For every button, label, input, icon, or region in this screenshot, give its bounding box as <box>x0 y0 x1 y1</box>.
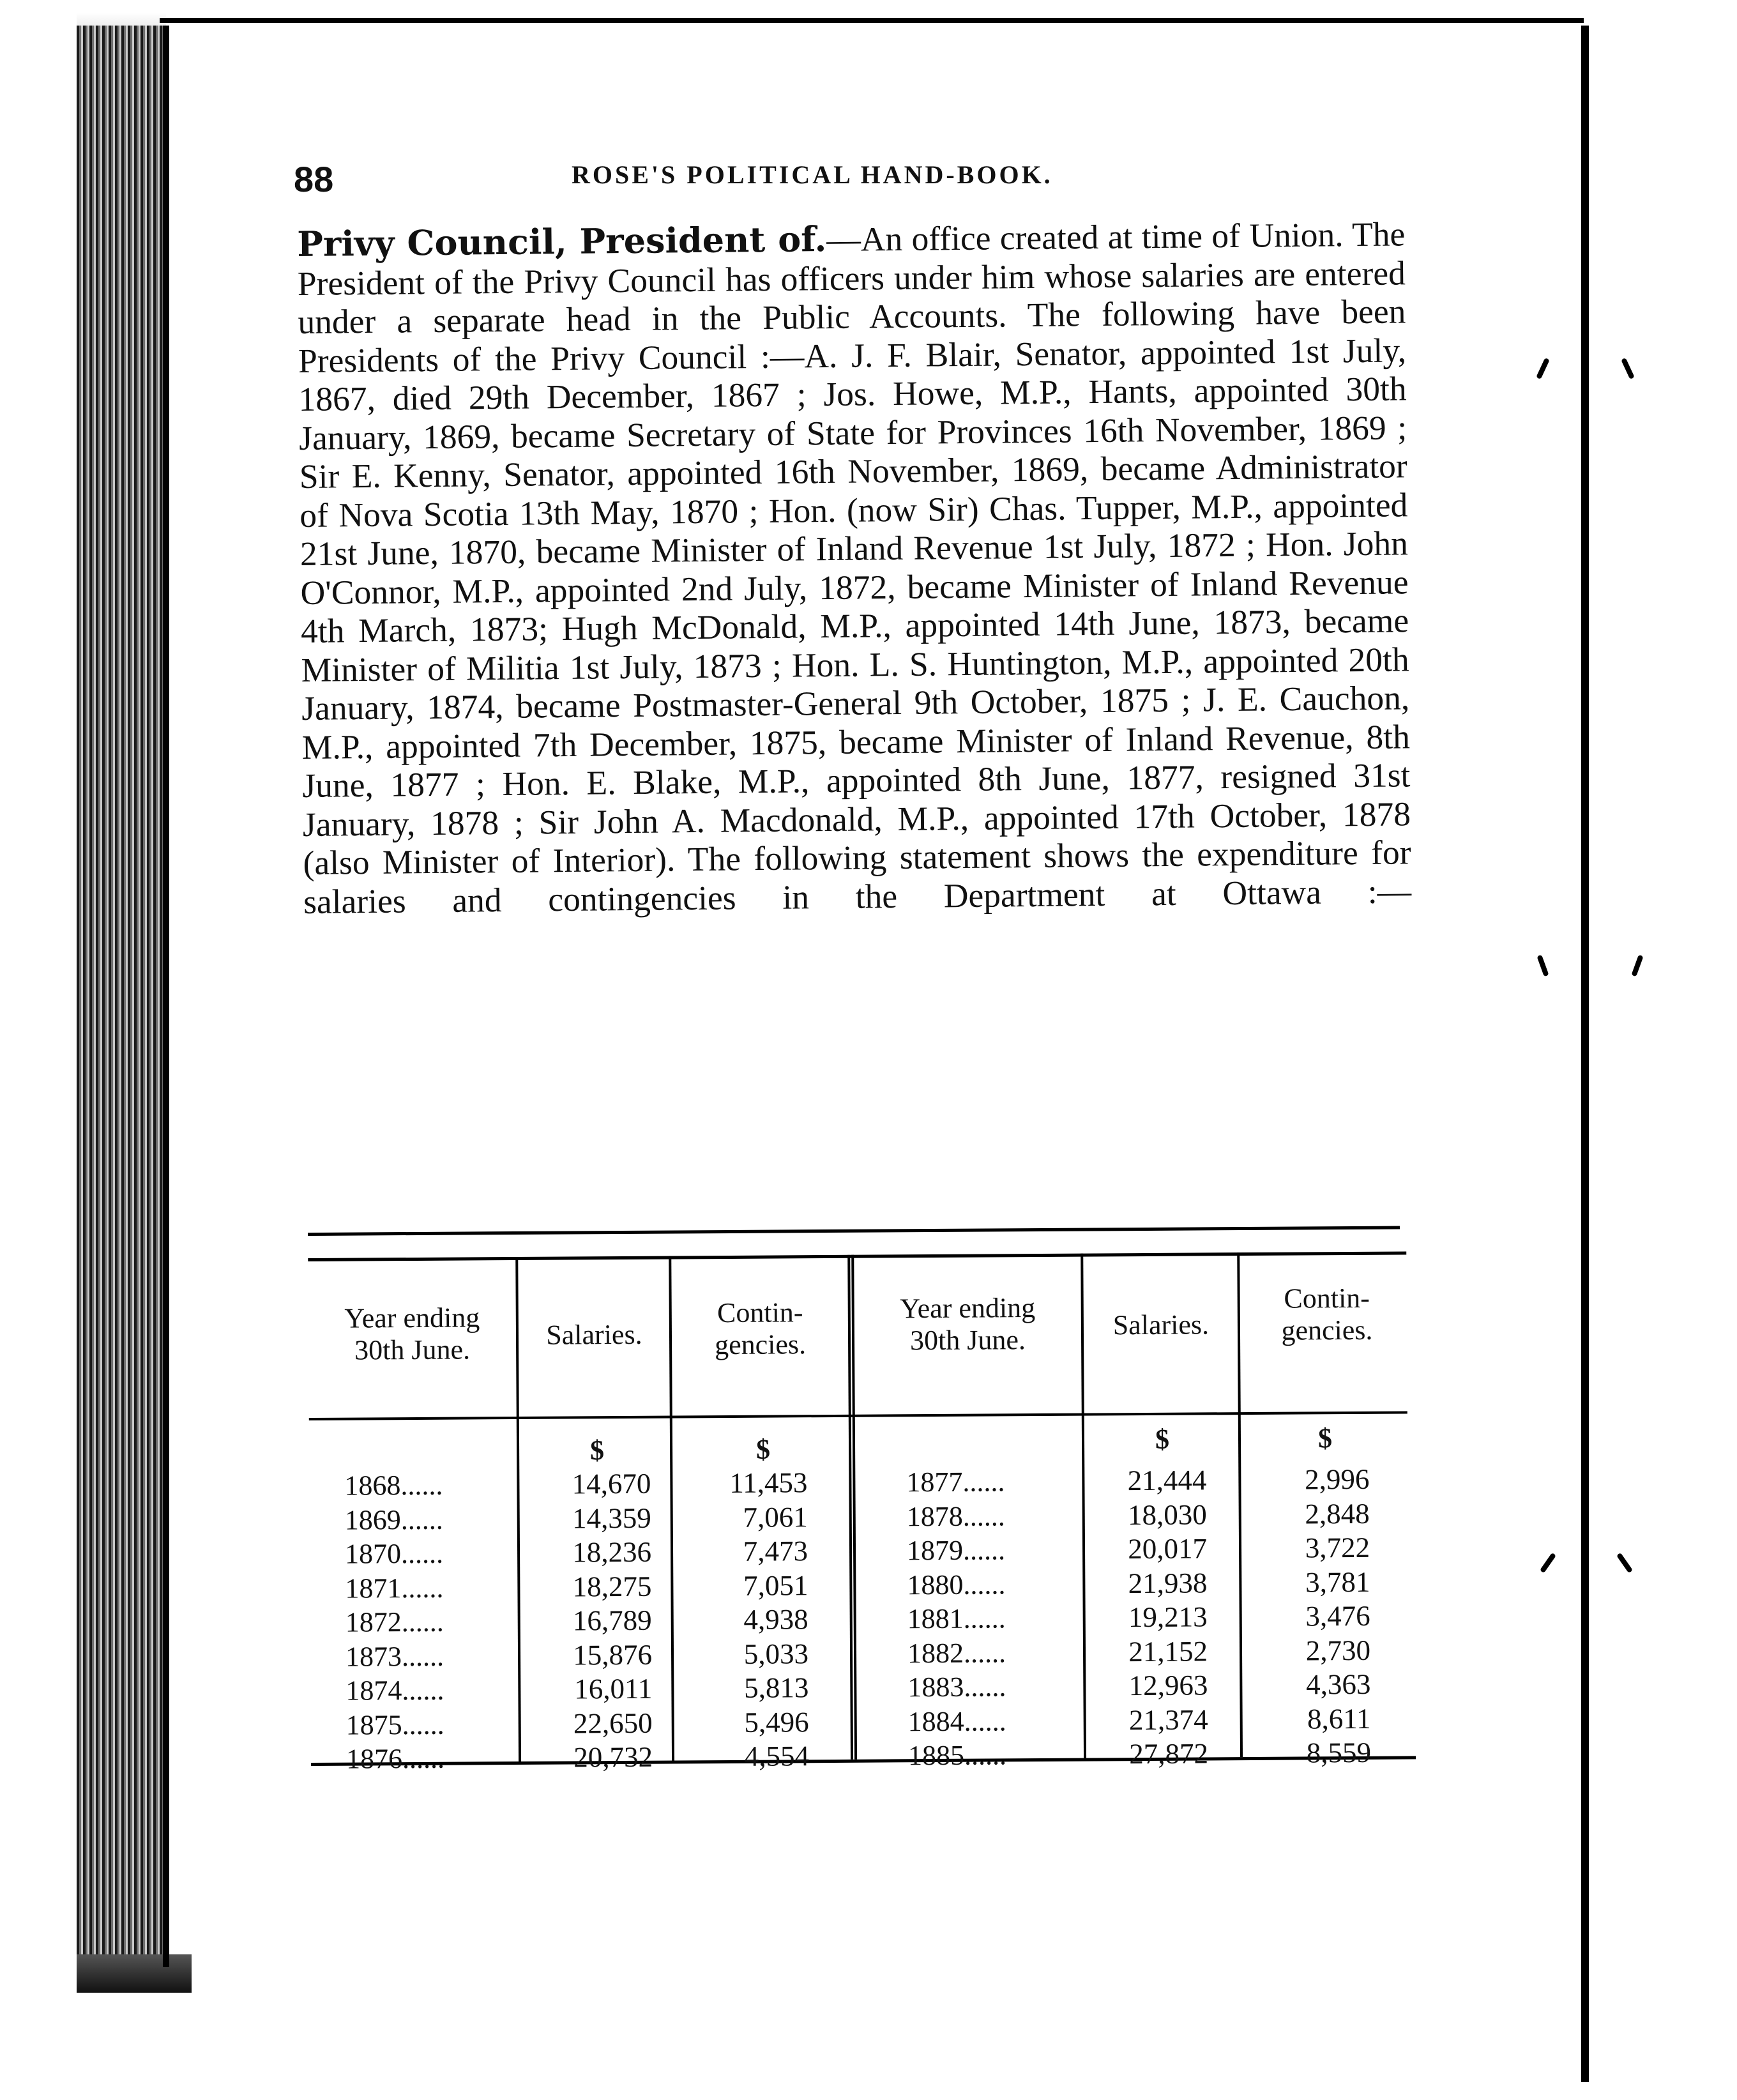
page-edge-stack <box>77 26 166 1980</box>
currency-sign: $ <box>589 1434 605 1466</box>
table-cell-contingency: 5,033 <box>743 1637 809 1670</box>
table-cell-contingency: 3,781 <box>1305 1565 1370 1598</box>
article-body: —An office created at time of Union. The President of the Privy Council has officers under him whose salaries are entered under a separate head in the Public Accounts. The following have been Presidents of the Privy Council :—A. J. F. Blair, Senator, appointed 1st July, 1867, died 29th December, 1867 ; Jos. Howe, M.P., Hants, appointed 30th January, 1869, became Secretary of State for Provinces 16th November, 1869 ; Sir E. Kenny, Senator, appointed 16th November, 1869, became Administrator of Nova Scotia 13th May, 1870 ; Hon. (now Sir) Chas. Tupper, M.P., appointed 21st June, 1870, became Minister of Inland Revenue 1st July, 1872 ; Hon. John O'Connor, M.P., appointed 2nd July, 1872, became Minister of Inland Revenue 4th March, 1873; Hugh McDonald, M.P., appointed 14th June, 1873, became Minister of Militia 1st July, 1873 ; Hon. L. S. Huntington, M.P., appointed 20th January, 1874, became Postmaster-General 9th October, 1875 ; J. E. Cauchon, M.P., appointed 7th December, 1875, became Minister of Inland Revenue, 8th June, 1877 ; Hon. E. Blake, M.P., appointed 8th June, 1877, resigned 31st January, 1878 ; Sir John A. Macdonald, M.P., appointed 17th October, 1878 (also Minister of Interior). The following statement shows the expenditure for salaries and contingencies in the Department at Ottawa :— <box>297 215 1412 921</box>
header-year-line1: Year ending <box>900 1292 1036 1325</box>
table-cell-year: 1883...... <box>907 1671 1006 1703</box>
table-cell-year: 1878...... <box>906 1500 1005 1532</box>
binding-mark <box>1621 358 1635 379</box>
currency-sign: $ <box>1317 1422 1333 1454</box>
table-cell-salary: 21,152 <box>1128 1634 1208 1668</box>
table-cell-salary: 14,359 <box>572 1502 651 1534</box>
table-cell-contingency: 4,938 <box>743 1603 808 1636</box>
table-cell-contingency: 7,473 <box>743 1535 808 1567</box>
table-cell-contingency: 2,848 <box>1305 1497 1370 1530</box>
expenditure-table <box>308 1226 1416 1827</box>
table-cell-salary: 27,872 <box>1129 1737 1209 1770</box>
years-column-left <box>344 1468 519 1776</box>
table-cell-contingency: 3,722 <box>1305 1531 1370 1564</box>
table-cell-contingency: 4,363 <box>1305 1668 1371 1701</box>
table-cell-year: 1870...... <box>344 1537 444 1570</box>
contingencies-column-right <box>1241 1463 1371 1771</box>
header-contingencies-line1: Contin- <box>717 1297 803 1329</box>
binding-gutter <box>1581 26 1589 2082</box>
binding-mark <box>1536 358 1550 379</box>
table-cell-salary: 18,030 <box>1127 1498 1207 1531</box>
table-cell-salary: 18,275 <box>572 1570 652 1602</box>
currency-sign: $ <box>1155 1423 1170 1455</box>
salaries-column-left <box>520 1467 653 1776</box>
table-top-rule <box>308 1251 1406 1261</box>
table-cell-salary: 19,213 <box>1128 1601 1208 1634</box>
header-contingencies-line2: gencies. <box>714 1328 807 1361</box>
table-cell-year: 1871...... <box>345 1572 444 1604</box>
table-cell-contingency: 5,813 <box>743 1671 809 1704</box>
table-header-rule <box>309 1411 1407 1420</box>
table-cell-salary: 21,374 <box>1128 1703 1208 1736</box>
table-cell-salary: 14,670 <box>572 1467 651 1500</box>
table-cell-contingency: 5,496 <box>744 1705 809 1739</box>
table-cell-salary: 21,444 <box>1127 1464 1207 1497</box>
table-cell-contingency: 2,996 <box>1304 1463 1370 1496</box>
header-year-ending <box>308 1302 517 1367</box>
header-year-line1: Year ending <box>344 1302 480 1334</box>
header-contingencies-line2: gencies. <box>1281 1314 1373 1346</box>
table-cell-salary: 15,876 <box>573 1638 653 1671</box>
table-cell-year: 1879...... <box>906 1534 1006 1567</box>
table-cell-contingency: 8,559 <box>1306 1736 1372 1769</box>
table-cell-contingency: 7,051 <box>743 1569 808 1602</box>
table-cell-salary: 20,017 <box>1128 1532 1208 1565</box>
table-cell-year: 1869...... <box>344 1503 443 1536</box>
header-year-ending <box>854 1292 1082 1357</box>
header-salaries-label: Salaries. <box>546 1318 642 1351</box>
page-number: 88 <box>294 159 334 199</box>
table-cell-salary: 18,236 <box>572 1535 652 1569</box>
table-cell-contingency: 11,453 <box>729 1466 808 1499</box>
years-column-right <box>906 1465 1084 1773</box>
header-contingencies-line1: Contin- <box>1284 1282 1370 1314</box>
header-salaries <box>519 1319 669 1351</box>
table-cell-year: 1876...... <box>345 1742 445 1775</box>
salaries-column-right <box>1085 1463 1208 1772</box>
table-cell-year: 1877...... <box>906 1466 1005 1498</box>
article-paragraph <box>297 214 1411 921</box>
table-cell-year: 1872...... <box>345 1606 444 1638</box>
page-top-edge <box>160 18 1584 23</box>
contingencies-column-left <box>673 1466 809 1774</box>
table-cell-salary: 16,011 <box>574 1672 653 1705</box>
table-cell-salary: 22,650 <box>573 1707 653 1739</box>
table-top-rule <box>308 1226 1400 1236</box>
header-contingencies <box>1241 1282 1414 1347</box>
table-cell-salary: 12,963 <box>1128 1669 1208 1702</box>
table-cell-salary: 20,732 <box>573 1740 653 1774</box>
header-year-line2: 30th June. <box>909 1324 1026 1357</box>
table-cell-salary: 16,789 <box>572 1604 652 1637</box>
table-cell-contingency: 3,476 <box>1305 1599 1370 1632</box>
binding-mark <box>1536 955 1549 977</box>
running-title: ROSE'S POLITICAL HAND-BOOK. <box>572 160 1053 189</box>
table-cell-contingency: 4,554 <box>744 1740 810 1772</box>
table-cell-year: 1881...... <box>907 1602 1006 1635</box>
table-cell-contingency: 7,061 <box>743 1500 808 1533</box>
table-cell-year: 1882...... <box>907 1636 1006 1669</box>
table-cell-salary: 21,938 <box>1128 1566 1208 1599</box>
table-cell-year: 1885...... <box>907 1739 1007 1772</box>
binding-mark <box>1631 955 1643 977</box>
binding-mark <box>1616 1553 1633 1573</box>
binding-mark <box>1540 1553 1556 1573</box>
header-salaries <box>1084 1309 1238 1341</box>
header-year-line2: 30th June. <box>354 1334 471 1366</box>
table-cell-year: 1874...... <box>345 1674 444 1707</box>
page-left-edge <box>163 26 169 1967</box>
page-edge-bottom <box>77 1954 192 1993</box>
table-cell-contingency: 8,611 <box>1307 1702 1371 1735</box>
table-cell-year: 1875...... <box>345 1708 444 1741</box>
table-cell-year: 1884...... <box>907 1705 1006 1737</box>
table-cell-year: 1873...... <box>345 1640 444 1673</box>
article-heading: Privy Council, President of. <box>296 218 827 264</box>
table-cell-year: 1868...... <box>344 1469 443 1502</box>
currency-sign: $ <box>755 1433 771 1465</box>
header-contingencies <box>672 1297 849 1362</box>
table-cell-year: 1880...... <box>907 1568 1006 1601</box>
table-cell-contingency: 2,730 <box>1305 1634 1371 1666</box>
header-salaries-label: Salaries. <box>1112 1309 1210 1341</box>
